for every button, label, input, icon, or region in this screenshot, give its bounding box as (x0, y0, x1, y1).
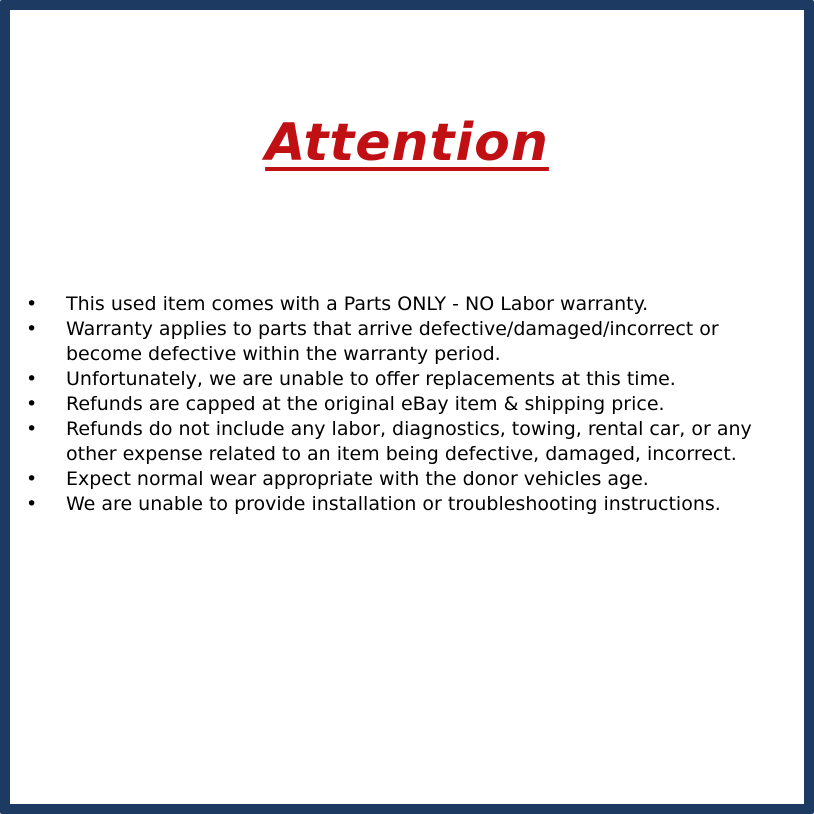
warranty-bullet-item: • Unfortunately, we are unable to offer replacements at this time. (66, 367, 780, 392)
warranty-bullet-list (10, 292, 804, 517)
warranty-bullet-item: • Expect normal wear appropriate with the donor vehicles age. (66, 467, 780, 492)
warranty-bullet-item: • Warranty applies to parts that arrive defective/damaged/incorrect or become defective within the warranty period. (66, 317, 780, 367)
warranty-bullet-item: • We are unable to provide installation or troubleshooting instructions. (66, 492, 780, 517)
page-title-text: Attention (265, 113, 549, 173)
warranty-bullet-item: • Refunds are capped at the original eBay item & shipping price. (66, 392, 780, 417)
page-title (10, 114, 804, 174)
warranty-bullet-item: • Refunds do not include any labor, diagnostics, towing, rental car, or any other expense related to an item being defective, damaged, incorrect. (66, 417, 780, 467)
warranty-bullet-item: • This used item comes with a Parts ONLY - NO Labor warranty. (66, 292, 780, 317)
